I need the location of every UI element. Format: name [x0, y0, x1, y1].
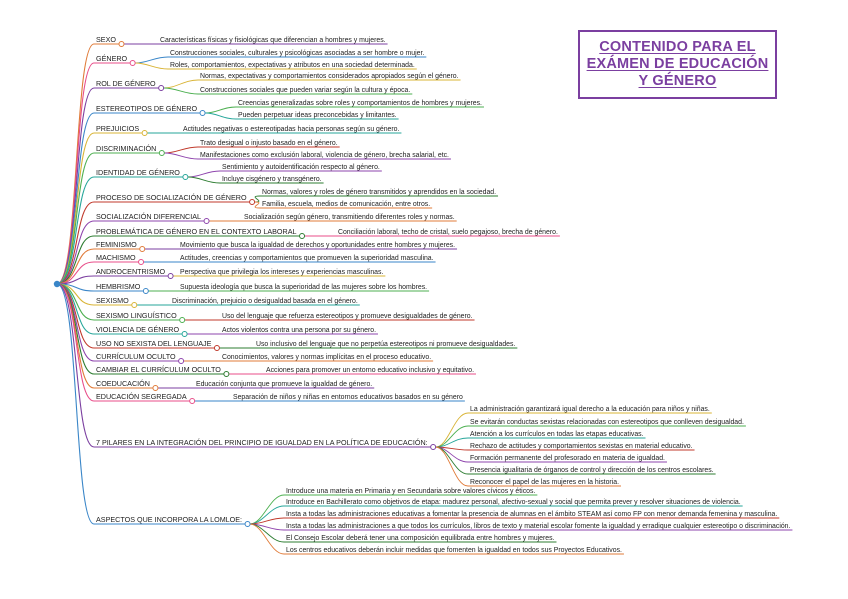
- child-node[interactable]: [168, 50, 426, 57]
- collapse-knob[interactable]: [168, 274, 173, 279]
- collapse-knob[interactable]: [245, 522, 250, 527]
- child-node[interactable]: [198, 140, 340, 147]
- branch-label: GÉNERO: [96, 54, 128, 63]
- child-node[interactable]: [260, 189, 498, 196]
- child-connector: [164, 147, 198, 153]
- child-connector: [164, 153, 198, 159]
- child-connector: [164, 80, 198, 88]
- child-node[interactable]: [242, 214, 457, 221]
- child-connector: [250, 495, 284, 524]
- branch-node[interactable]: [94, 253, 144, 265]
- child-node[interactable]: [220, 327, 378, 334]
- child-node[interactable]: [284, 488, 537, 495]
- child-label: Rechazo de actitudes y comportamientos sexistas en material educativo.: [470, 443, 693, 450]
- branch-label: SEXO: [96, 35, 116, 44]
- child-label: Características físicas y fisiológicas que diferencian a hombres y mujeres.: [160, 37, 386, 44]
- collapse-knob[interactable]: [190, 399, 195, 404]
- child-connector: [188, 177, 220, 183]
- child-label: Familia, escuela, medios de comunicación, entre otros.: [262, 201, 431, 208]
- child-node[interactable]: [198, 152, 451, 159]
- child-node[interactable]: [178, 242, 457, 249]
- collapse-knob[interactable]: [180, 318, 185, 323]
- child-label: Formación permanente del profesorado en materia de igualdad.: [470, 455, 665, 462]
- branch-node[interactable]: [94, 212, 209, 224]
- child-label: Insta a todas las administraciones educativas a fomentar la presencia de alumnas en el ámbito STEAM así como FP con menor demanda femenina y masculina.: [286, 511, 778, 518]
- branch-node[interactable]: [94, 365, 229, 377]
- child-connector: [205, 107, 236, 113]
- branch-label: PROBLEMÁTICA DE GÉNERO EN EL CONTEXTO LABORAL: [96, 227, 297, 236]
- child-node[interactable]: [220, 164, 382, 171]
- child-node[interactable]: [336, 229, 560, 236]
- child-node[interactable]: [168, 62, 417, 69]
- branch-label: PREJUICIOS: [96, 124, 140, 133]
- collapse-knob[interactable]: [139, 260, 144, 265]
- child-connector: [135, 57, 168, 63]
- child-label: Los centros educativos deberán incluir medidas que fomenten la igualdad en todos sus Proyectos Educativos.: [286, 547, 622, 554]
- branch-label: COEDUCACIÓN: [96, 379, 150, 388]
- collapse-knob[interactable]: [431, 445, 436, 450]
- child-node[interactable]: [178, 284, 429, 291]
- branch-node[interactable]: [94, 79, 164, 91]
- child-connector: [255, 196, 260, 202]
- child-label: Separación de niños y niñas en entornos educativos basados en su género: [233, 394, 463, 401]
- branch-node[interactable]: [94, 339, 219, 351]
- collapse-knob[interactable]: [204, 219, 209, 224]
- child-node[interactable]: [264, 367, 476, 374]
- branch-label: MACHISMO: [96, 253, 136, 262]
- child-node[interactable]: [194, 381, 374, 388]
- child-node[interactable]: [178, 255, 436, 262]
- collapse-knob[interactable]: [250, 200, 255, 205]
- child-label: Manifestaciones como exclusión laboral, violencia de género, brecha salarial, etc.: [200, 152, 449, 159]
- collapse-knob[interactable]: [142, 131, 147, 136]
- child-label: Sentimiento y autoidentificación respecto al género.: [222, 164, 380, 171]
- branch-label: CURRÍCULUM OCULTO: [96, 352, 176, 361]
- collapse-knob[interactable]: [153, 386, 158, 391]
- collapse-knob[interactable]: [300, 234, 305, 239]
- branch-node[interactable]: [94, 392, 195, 404]
- child-label: Educación conjunta que promueve la igualdad de género.: [196, 381, 373, 388]
- child-connector: [436, 447, 468, 474]
- child-node[interactable]: [284, 523, 792, 530]
- child-node[interactable]: [468, 431, 646, 438]
- child-node[interactable]: [468, 467, 716, 474]
- child-label: Socialización según género, transmitiendo diferentes roles y normas.: [244, 214, 455, 221]
- collapse-knob[interactable]: [200, 111, 205, 116]
- child-label: Construcciones sociales, culturales y psicológicas asociadas a ser hombre o mujer.: [170, 50, 425, 57]
- branch-node[interactable]: [94, 267, 173, 279]
- branch-label: ROL DE GÉNERO: [96, 79, 156, 88]
- root-node[interactable]: [54, 281, 60, 287]
- child-node[interactable]: [260, 201, 432, 208]
- child-node[interactable]: [236, 112, 399, 119]
- branch-label: USO NO SEXISTA DEL LENGUAJE: [96, 339, 212, 348]
- child-connector: [135, 63, 168, 69]
- child-label: Supuesta ideología que busca la superioridad de las mujeres sobre los hombres.: [180, 284, 428, 291]
- collapse-knob[interactable]: [183, 175, 188, 180]
- branch-label: HEMBRISMO: [96, 282, 141, 291]
- branch-node[interactable]: [94, 124, 147, 136]
- branch-label: CAMBIAR EL CURRÍCULUM OCULTO: [96, 365, 221, 374]
- child-node[interactable]: [158, 37, 388, 44]
- child-connector: [164, 88, 198, 94]
- collapse-knob[interactable]: [119, 42, 124, 47]
- branch-node[interactable]: [94, 515, 250, 527]
- branch-label: SOCIALIZACIÓN DIFERENCIAL: [96, 212, 202, 221]
- child-label: Discriminación, prejuicio o desigualdad basada en el género.: [172, 298, 358, 305]
- branch-label: FEMINISMO: [96, 240, 137, 249]
- child-label: La administración garantizará igual derecho a la educación para niños y niñas.: [470, 406, 710, 413]
- child-label: Conciliación laboral, techo de cristal, suelo pegajoso, brecha de género.: [338, 229, 558, 236]
- child-label: Acciones para promover un entorno educativo inclusivo y equitativo.: [266, 367, 474, 374]
- child-label: El Consejo Escolar deberá tener una composición equilibrada entre hombres y mujeres.: [286, 535, 555, 542]
- child-label: Creencias generalizadas sobre roles y comportamientos de hombres y mujeres.: [238, 100, 482, 107]
- child-label: Presencia igualitaria de órganos de control y dirección de los centros escolares.: [470, 467, 714, 474]
- child-label: Trato desigual o injusto basado en el género.: [200, 140, 338, 147]
- child-label: Perspectiva que privilegia los intereses y experiencias masculinas.: [180, 269, 384, 276]
- branch-node[interactable]: [94, 144, 164, 156]
- branch-node[interactable]: [94, 240, 145, 252]
- collapse-knob[interactable]: [140, 247, 145, 252]
- topic-nodes: [94, 35, 792, 554]
- child-node[interactable]: [236, 100, 484, 107]
- branch-label: ANDROCENTRISMO: [96, 267, 166, 276]
- child-node[interactable]: [220, 313, 475, 320]
- child-label: Atención a los currículos en todas las etapas educativas.: [470, 431, 644, 438]
- child-connector: [188, 171, 220, 177]
- child-label: Actos violentos contra una persona por su género.: [222, 327, 376, 334]
- child-node[interactable]: [170, 298, 360, 305]
- child-node[interactable]: [178, 269, 385, 276]
- child-node[interactable]: [468, 419, 746, 426]
- branch-label: 7 PILARES EN LA INTEGRACIÓN DEL PRINCIPIO DE IGUALDAD EN LA POLÍTICA DE EDUCACIÓN:: [96, 438, 428, 447]
- collapse-knob[interactable]: [159, 151, 164, 156]
- branch-label: SEXISMO LINGUÍSTICO: [96, 311, 177, 320]
- child-node[interactable]: [220, 176, 324, 183]
- branch-node[interactable]: [94, 104, 205, 116]
- branch-label: DISCRIMINACIÓN: [96, 144, 157, 153]
- child-label: Normas, expectativas y comportamientos considerados apropiados según el género.: [200, 73, 459, 80]
- child-node[interactable]: [198, 87, 412, 94]
- child-label: Incluye cisgénero y transgénero.: [222, 176, 322, 183]
- child-node[interactable]: [198, 73, 461, 80]
- page-title: CONTENIDO PARA EL EXÁMEN DE EDUCACIÓN Y GÉNERO: [586, 39, 769, 89]
- child-connector: [250, 524, 284, 554]
- collapse-knob[interactable]: [179, 359, 184, 364]
- child-label: Pueden perpetuar ideas preconcebidas y limitantes.: [238, 112, 397, 119]
- collapse-knob[interactable]: [224, 372, 229, 377]
- branch-label: IDENTIDAD DE GÉNERO: [96, 168, 180, 177]
- branch-node[interactable]: [94, 168, 188, 180]
- child-node[interactable]: [254, 341, 517, 348]
- child-node[interactable]: [220, 354, 433, 361]
- branch-label: SEXISMO: [96, 296, 129, 305]
- child-node[interactable]: [181, 126, 401, 133]
- child-connector: [205, 113, 236, 119]
- branch-label: VIOLENCIA DE GÉNERO: [96, 325, 180, 334]
- collapse-knob[interactable]: [182, 332, 187, 337]
- title-box: [578, 30, 777, 99]
- branch-label: ESTEREOTIPOS DE GÉNERO: [96, 104, 198, 113]
- branch-node[interactable]: [94, 35, 124, 47]
- collapse-knob[interactable]: [143, 289, 148, 294]
- child-label: Construcciones sociales que pueden variar según la cultura y época.: [200, 87, 411, 94]
- child-node[interactable]: [468, 479, 621, 486]
- branch-node[interactable]: [94, 296, 137, 308]
- child-label: Roles, comportamientos, expectativas y atributos en una sociedad determinada.: [170, 62, 415, 69]
- branch-node[interactable]: [94, 282, 148, 294]
- child-node[interactable]: [284, 511, 779, 518]
- child-label: Actitudes negativas o estereotipadas hacia personas según su género.: [183, 126, 400, 133]
- child-node[interactable]: [231, 394, 465, 401]
- child-node[interactable]: [284, 499, 743, 506]
- branch-node[interactable]: [94, 227, 305, 239]
- child-node[interactable]: [468, 443, 695, 450]
- branch-node[interactable]: [94, 438, 436, 450]
- child-node[interactable]: [284, 547, 624, 554]
- child-node[interactable]: [468, 455, 667, 462]
- child-connector: [436, 447, 468, 486]
- child-label: Actitudes, creencias y comportamientos que promueven la superioridad masculina.: [180, 255, 434, 262]
- child-label: Uso del lenguaje que refuerza estereotipos y promueve desigualdades de género.: [222, 313, 473, 320]
- branch-node[interactable]: [94, 193, 255, 205]
- branch-label: PROCESO DE SOCIALIZACIÓN DE GÉNERO: [96, 193, 247, 202]
- branch-label: ASPECTOS QUE INCORPORA LA LOMLOE:: [96, 515, 243, 524]
- collapse-knob[interactable]: [130, 61, 135, 66]
- child-node[interactable]: [284, 535, 557, 542]
- collapse-knob[interactable]: [214, 346, 219, 351]
- branch-node[interactable]: [94, 54, 135, 66]
- child-label: Reconocer el papel de las mujeres en la historia.: [470, 479, 619, 486]
- child-label: Insta a todas las administraciones a que todos los currículos, libros de texto y material escolar fomente la igualdad y erradique cualquier estereotipo o discriminación.: [286, 523, 791, 530]
- branch-node[interactable]: [94, 311, 185, 323]
- branch-node[interactable]: [94, 352, 184, 364]
- child-connector: [255, 202, 260, 208]
- branch-label: EDUCACIÓN SEGREGADA: [96, 392, 187, 401]
- child-label: Uso inclusivo del lenguaje que no perpetúa estereotipos ni promueve desigualdades.: [256, 341, 516, 348]
- branch-node[interactable]: [94, 325, 187, 337]
- collapse-knob[interactable]: [159, 86, 164, 91]
- child-label: Normas, valores y roles de género transmitidos y aprendidos en la sociedad.: [262, 189, 497, 196]
- branch-node[interactable]: [94, 379, 158, 391]
- child-label: Introduce una materia en Primaria y en Secundaria sobre valores cívicos y éticos.: [286, 488, 536, 495]
- child-label: Introduce en Bachillerato como objetivos de etapa: madurez personal, afectivo-sexual y social que permita prever y resolver situaciones de violencia.: [286, 499, 741, 506]
- child-label: Movimiento que busca la igualdad de derechos y oportunidades entre hombres y mujeres.: [180, 242, 456, 249]
- collapse-knob[interactable]: [132, 303, 137, 308]
- child-label: Conocimientos, valores y normas implícitas en el proceso educativo.: [222, 354, 432, 361]
- child-node[interactable]: [468, 406, 712, 413]
- child-label: Se evitarán conductas sexistas relacionadas con estereotipos que conlleven desigualdad.: [470, 419, 744, 426]
